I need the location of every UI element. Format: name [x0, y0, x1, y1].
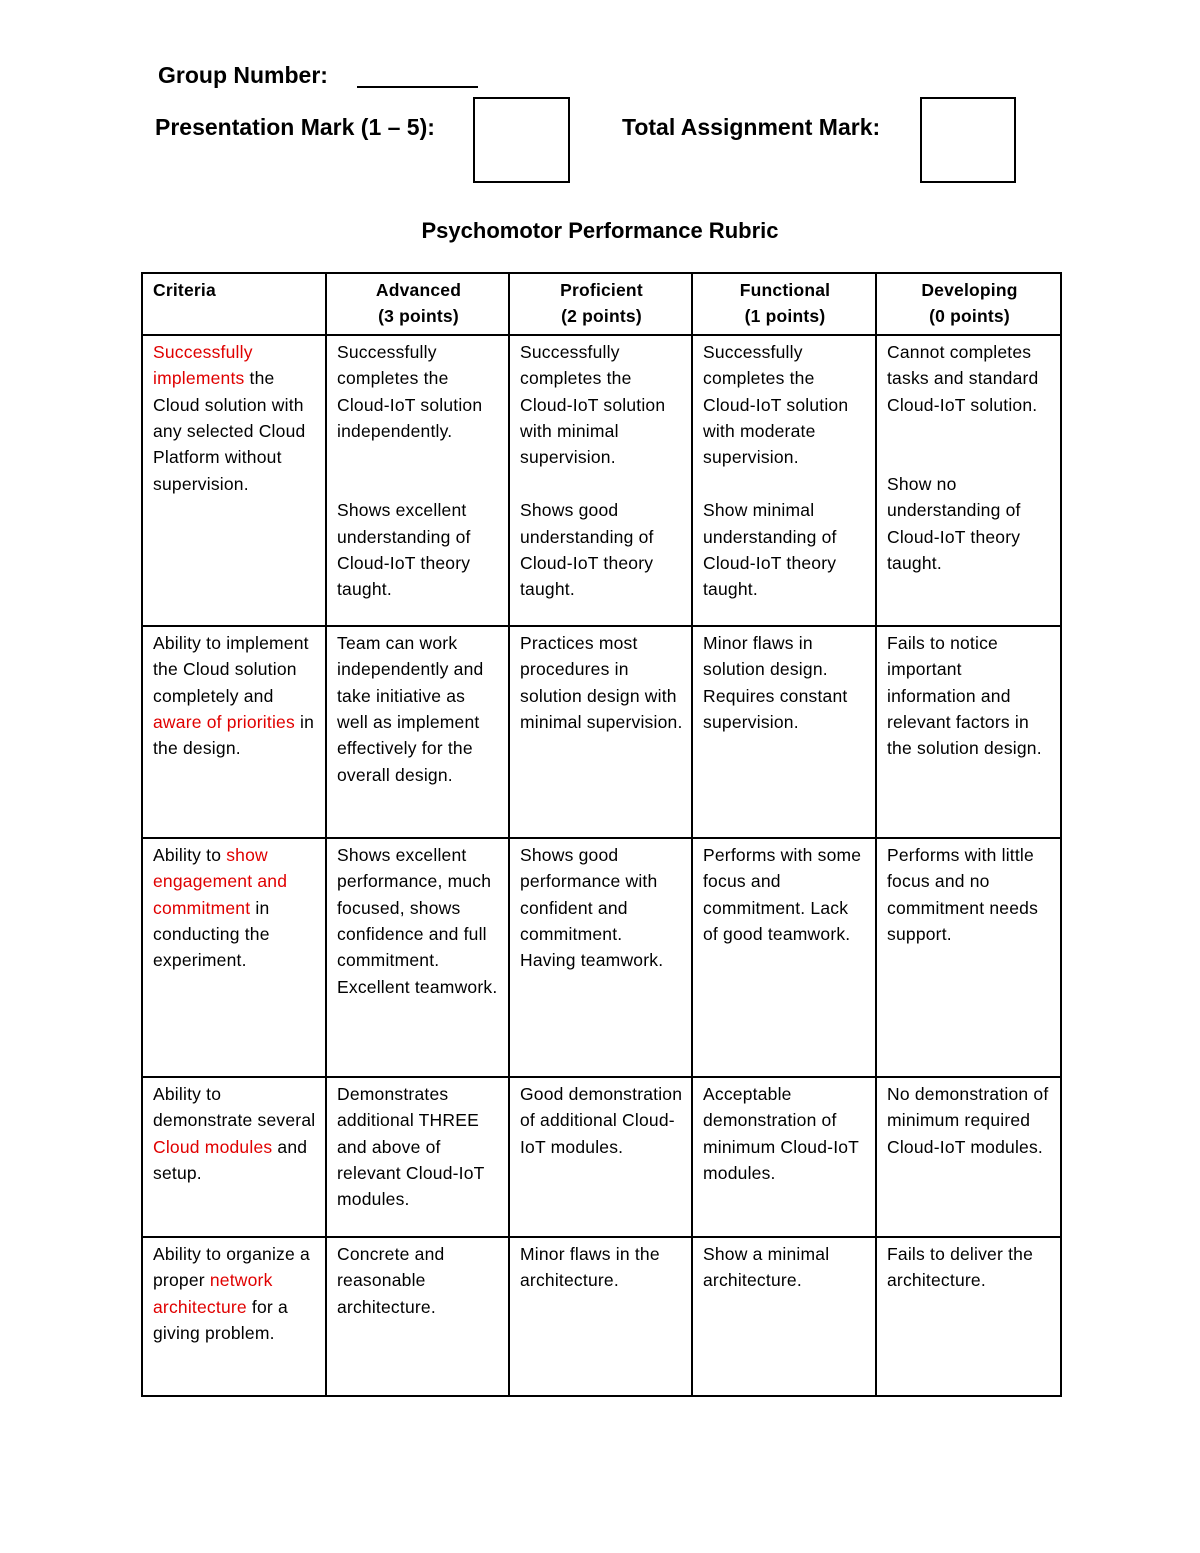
advanced-cell: Successfully completes the Cloud-IoT solution independently. Shows excellent understanding of Cloud-IoT theory taught.	[326, 335, 509, 626]
functional-cell: Performs with some focus and commitment. Lack of good teamwork.	[692, 838, 876, 1077]
criteria-text: the Cloud solution with any selected Cloud Platform without supervision.	[153, 368, 306, 494]
criteria-text: in conducting the experiment.	[153, 897, 270, 971]
functional-cell: Minor flaws in solution design. Requires constant supervision.	[692, 626, 876, 838]
header-row	[142, 273, 1061, 335]
advanced-cell: Demonstrates additional THREE and above of relevant Cloud-IoT modules.	[326, 1077, 509, 1237]
functional-cell: Show a minimal architecture.	[692, 1237, 876, 1396]
developing-cell: Fails to notice important information and relevant factors in the solution design.	[876, 626, 1061, 838]
col-points: (0 points)	[929, 306, 1010, 327]
criteria-cell	[142, 626, 326, 838]
criteria-text: for a giving problem.	[153, 1296, 288, 1344]
table-row	[142, 838, 1061, 1077]
proficient-cell: Successfully completes the Cloud-IoT solution with minimal supervision. Shows good understanding of Cloud-IoT theory taught.	[509, 335, 692, 626]
col-points: (2 points)	[561, 306, 642, 327]
col-name: Proficient	[560, 280, 643, 300]
criteria-highlight: Cloud modules	[153, 1136, 273, 1157]
criteria-text: in the design.	[153, 712, 315, 759]
proficient-cell: Good demonstration of additional Cloud-IoT modules.	[509, 1077, 692, 1237]
presentation-mark-label: Presentation Mark (1 – 5):	[155, 114, 435, 140]
developing-cell: No demonstration of minimum required Cloud-IoT modules.	[876, 1077, 1061, 1237]
col-header-functional	[692, 273, 876, 335]
col-points: (3 points)	[378, 306, 459, 327]
functional-cell: Successfully completes the Cloud-IoT solution with moderate supervision. Show minimal understanding of Cloud-IoT theory taught.	[692, 335, 876, 626]
criteria-highlight: aware of priorities	[153, 712, 295, 733]
developing-cell: Fails to deliver the architecture.	[876, 1237, 1061, 1396]
criteria-highlight: network architecture	[153, 1270, 273, 1317]
col-header-criteria	[142, 273, 326, 335]
table-row	[142, 335, 1061, 626]
presentation-mark-box[interactable]	[473, 97, 570, 183]
col-header-advanced	[326, 273, 509, 335]
criteria-highlight: show engagement and commitment	[153, 844, 288, 918]
group-number-label: Group Number:	[158, 62, 328, 88]
advanced-cell: Concrete and reasonable architecture.	[326, 1237, 509, 1396]
functional-cell: Acceptable demonstration of minimum Cloud-IoT modules.	[692, 1077, 876, 1237]
col-name: Functional	[739, 280, 831, 300]
col-name: Advanced	[375, 280, 462, 300]
criteria-text: and setup.	[153, 1136, 308, 1184]
developing-cell: Cannot completes tasks and standard Cloud-IoT solution. Show no understanding of Cloud-IoT theory taught.	[876, 335, 1061, 626]
rubric-table	[141, 272, 1062, 1397]
col-name: Criteria	[153, 280, 216, 300]
criteria-text: Ability to demonstrate several	[153, 1083, 316, 1131]
total-assignment-mark-box[interactable]	[920, 97, 1016, 183]
developing-cell: Performs with little focus and no commitment needs support.	[876, 838, 1061, 1077]
rubric-title: Psychomotor Performance Rubric	[421, 218, 779, 243]
col-name: Developing	[921, 280, 1018, 300]
advanced-cell: Team can work independently and take initiative as well as implement effectively for the overall design.	[326, 626, 509, 838]
proficient-cell: Shows good performance with confident and commitment. Having teamwork.	[509, 838, 692, 1077]
criteria-cell	[142, 838, 326, 1077]
table-row	[142, 1237, 1061, 1396]
criteria-highlight: Successfully implements	[153, 341, 253, 389]
criteria-cell	[142, 1077, 326, 1237]
criteria-cell	[142, 1237, 326, 1396]
col-points: (1 points)	[744, 306, 826, 327]
criteria-text: Ability to	[153, 844, 227, 865]
total-assignment-mark-label: Total Assignment Mark:	[622, 114, 881, 140]
proficient-cell: Minor flaws in the architecture.	[509, 1237, 692, 1396]
table-row	[142, 626, 1061, 838]
criteria-text: Ability to implement the Cloud solution completely and	[153, 632, 309, 706]
group-number-blank[interactable]	[357, 86, 478, 88]
criteria-cell	[142, 335, 326, 626]
advanced-cell: Shows excellent performance, much focused, shows confidence and full commitment. Excellent teamwork.	[326, 838, 509, 1077]
criteria-text: Ability to organize a proper	[153, 1243, 310, 1291]
col-header-proficient	[509, 273, 692, 335]
table-row	[142, 1077, 1061, 1237]
col-header-developing	[876, 273, 1061, 335]
proficient-cell: Practices most procedures in solution design with minimal supervision.	[509, 626, 692, 838]
